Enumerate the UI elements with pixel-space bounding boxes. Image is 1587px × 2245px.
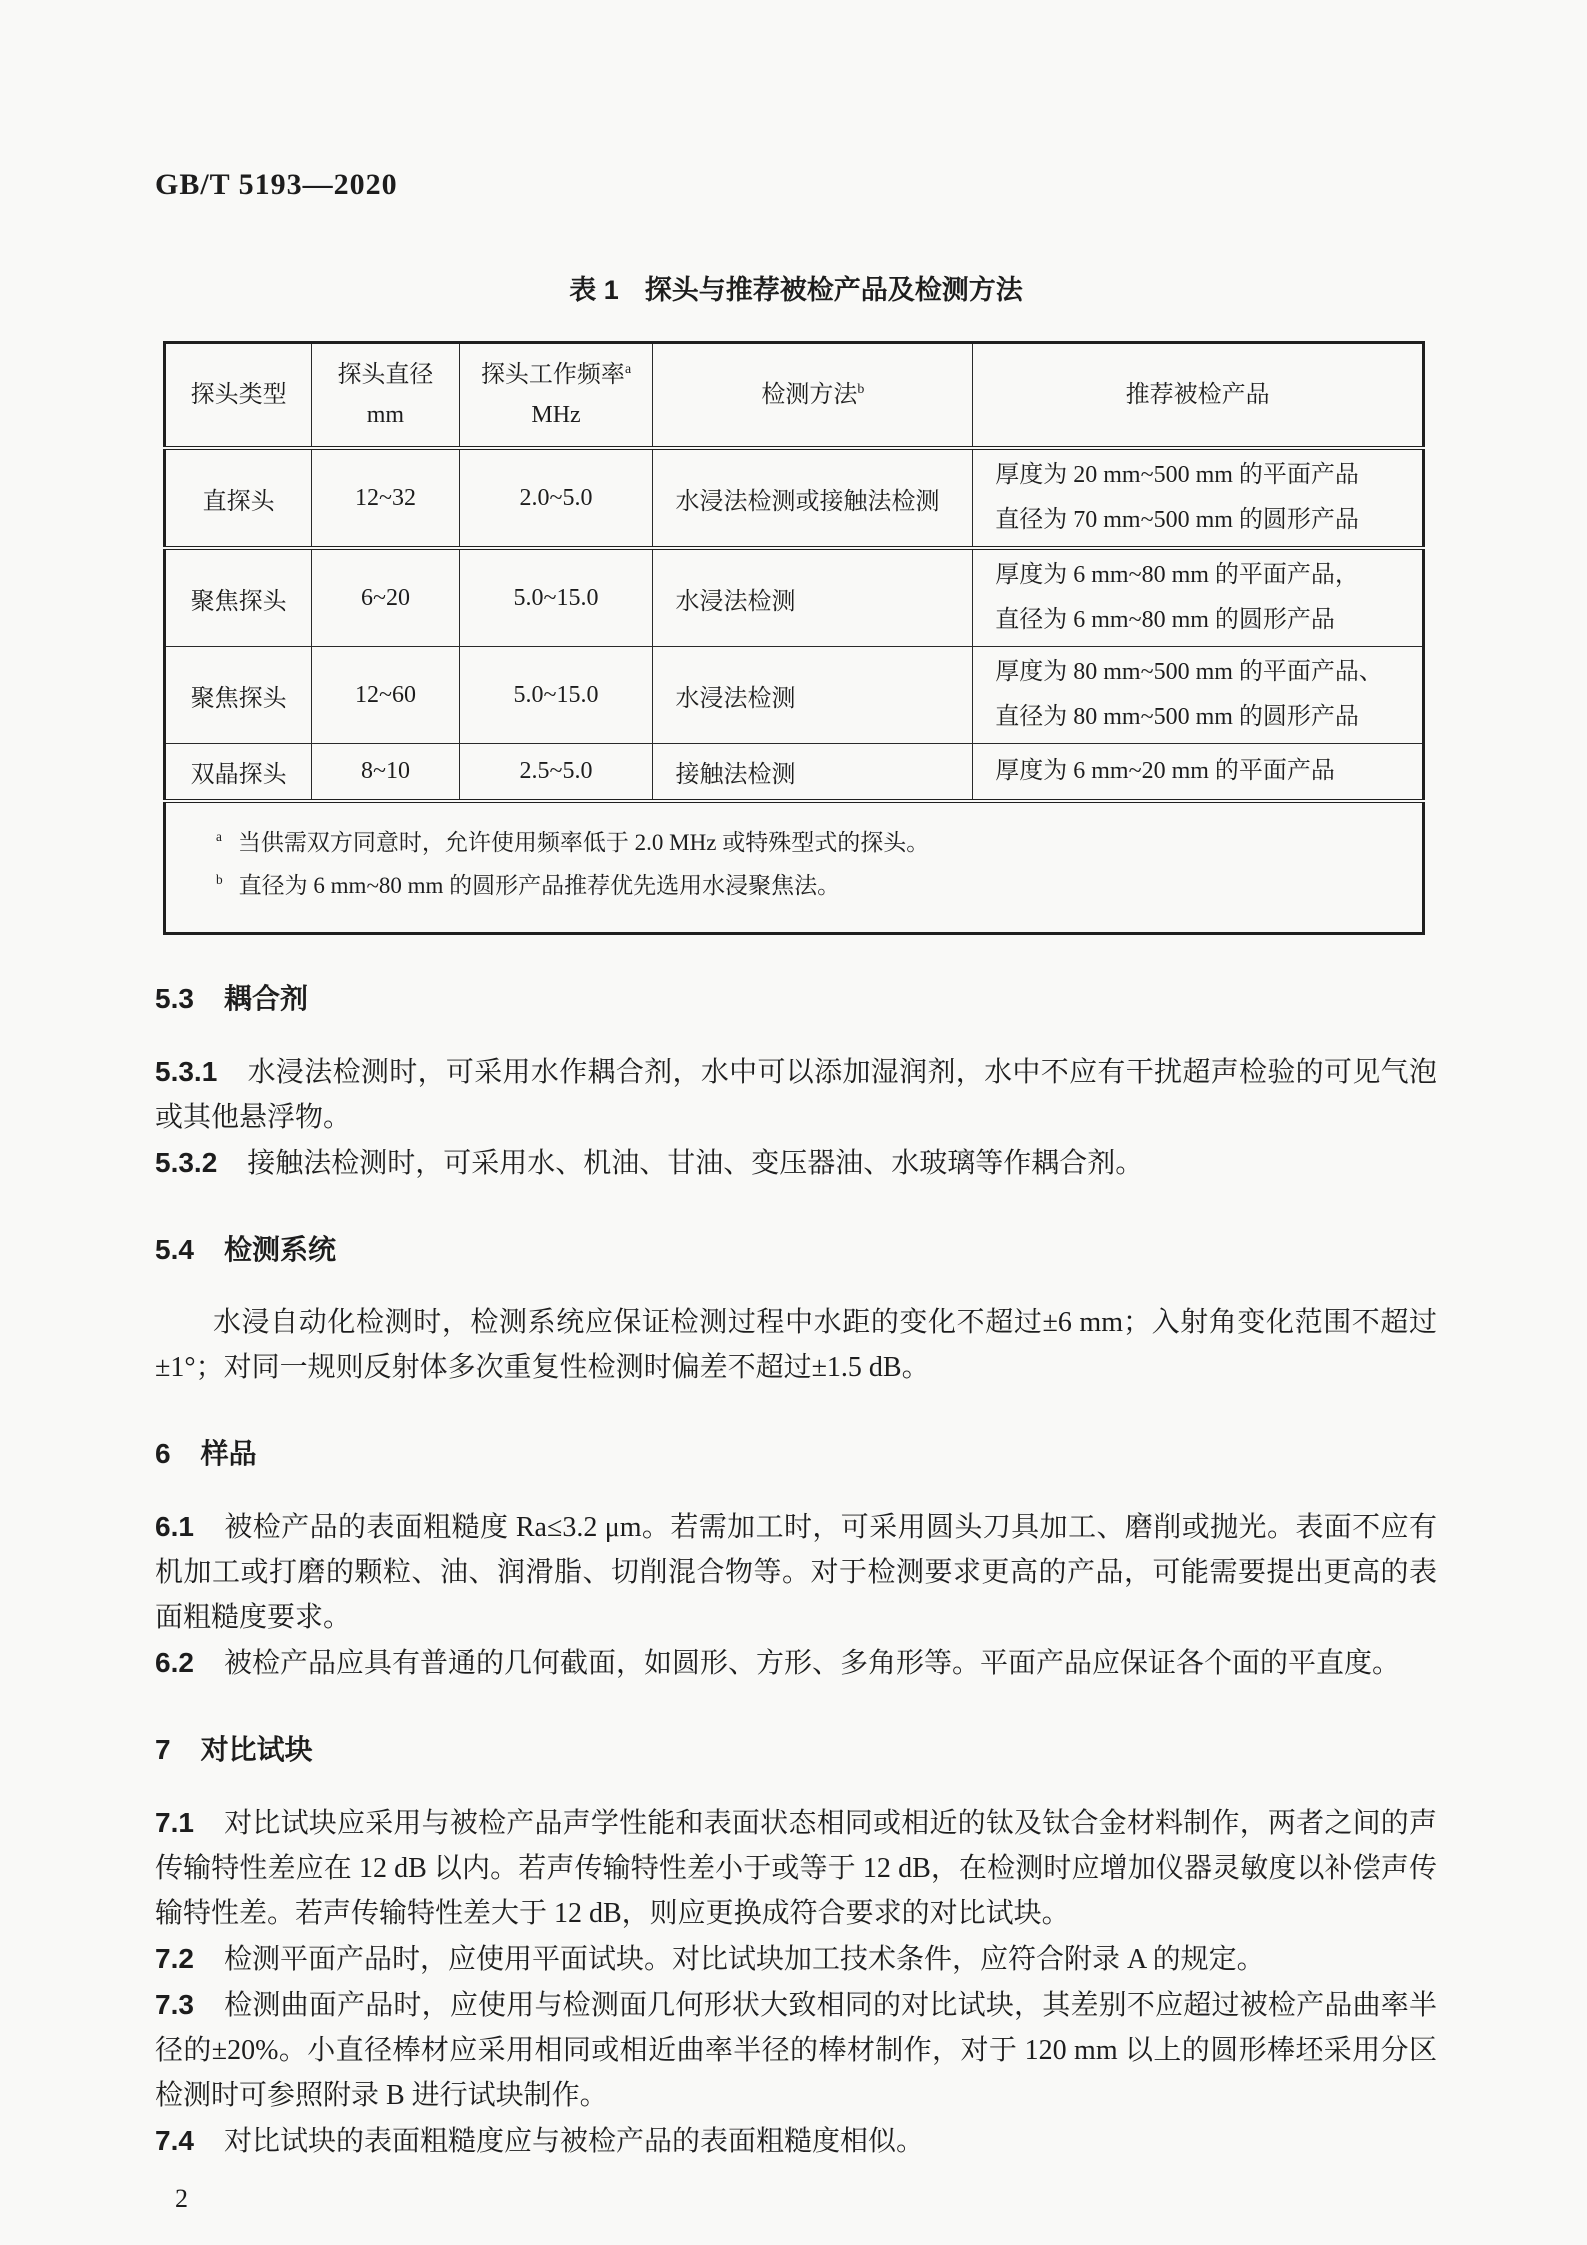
col-header-probe-type-label: 探头类型 xyxy=(190,382,287,408)
footnote-a xyxy=(204,826,1392,860)
section-heading-5-4 xyxy=(155,1230,1437,1270)
col-header-products-label: 推荐被检产品 xyxy=(1125,382,1270,408)
col-header-frequency-unit: MHz xyxy=(531,402,581,428)
section-number: 5.3 xyxy=(155,983,194,1014)
cell-method: 水浸法检测 xyxy=(653,548,973,647)
col-header-frequency-line1: 探头工作频率$^a$ xyxy=(480,362,632,388)
product-line: 厚度为 20 mm~500 mm 的平面产品 xyxy=(995,462,1359,488)
cell-method: 水浸法检测 xyxy=(653,647,973,744)
paragraph-7-3 xyxy=(155,1982,1437,2118)
paragraph-text: 检测平面产品时，应使用平面试块。对比试块加工技术条件，应符合附录 A 的规定。 xyxy=(223,1944,1265,1975)
paragraph-text: 水浸法检测时，可采用水作耦合剂，水中可以添加湿润剂，水中不应有干扰超声检验的可见气泡或其他悬浮物。 xyxy=(155,1057,1437,1133)
col-header-diameter-line1: 探头直径 xyxy=(337,362,434,388)
col-header-diameter-unit: mm xyxy=(366,402,405,428)
cell-diameter: 6~20 xyxy=(312,548,459,647)
paragraph-5-3-2 xyxy=(155,1140,1437,1186)
col-header-diameter xyxy=(312,343,459,449)
paragraph-7-2 xyxy=(155,1936,1437,1982)
footnote-marker-b: b xyxy=(857,382,865,397)
paragraph-text: 被检产品应具有普通的几何截面，如圆形、方形、多角形等。平面产品应保证各个面的平直度。 xyxy=(223,1648,1400,1679)
footnote-b-text: 直径为 6 mm~80 mm 的圆形产品推荐优先选用水浸聚焦法。 xyxy=(238,873,841,898)
section-number: 7 xyxy=(155,1734,171,1765)
table-header-row xyxy=(165,343,1424,449)
paragraph-text: 被检产品的表面粗糙度 Ra≤3.2 μm。若需加工时，可采用圆头刀具加工、磨削或抛光。表面不应有机加工或打磨的颗粒、油、润滑脂、切削混合物等。对于检测要求更高的产品，可能需要提出更高的表面粗糙度要求。 xyxy=(155,1512,1437,1633)
col-header-method xyxy=(653,343,973,449)
product-line: 厚度为 6 mm~20 mm 的平面产品 xyxy=(995,758,1335,784)
col-header-method-line1: 检测方法$^b$ xyxy=(761,382,865,408)
section-title: 耦合剂 xyxy=(223,983,308,1014)
section-heading-5-3 xyxy=(155,979,1437,1019)
cell-diameter: 12~60 xyxy=(312,647,459,744)
paragraph-text: 接触法检测时，可采用水、机油、甘油、变压器油、水玻璃等作耦合剂。 xyxy=(247,1148,1144,1179)
cell-products xyxy=(973,647,1424,744)
standard-number: GB/T 5193—2020 xyxy=(155,168,398,201)
paragraph-text: 检测曲面产品时，应使用与检测面几何形状大致相同的对比试块，其差别不应超过被检产品曲率半径的±20%。小直径棒材应采用相同或相近曲率半径的棒材制作，对于 120 mm 以上的圆形棒坯采用分区检测时可参照附录 B 进行试块制作。 xyxy=(155,1990,1437,2111)
footnote-b-marker: b xyxy=(216,872,223,888)
cell-products xyxy=(973,744,1424,802)
footnote-a-marker: a xyxy=(216,829,222,845)
cell-probe-type: 聚焦探头 xyxy=(165,647,312,744)
footnote-a-text: 当供需双方同意时，允许使用频率低于 2.0 MHz 或特殊型式的探头。 xyxy=(237,830,930,855)
cell-probe-type: 双晶探头 xyxy=(165,744,312,802)
paragraph-text: 对比试块应采用与被检产品声学性能和表面状态相同或相近的钛及钛合金材料制作，两者之间的声传输特性差应在 12 dB 以内。若声传输特性差小于或等于 12 dB，在检测时应增加仪器灵敏度以补偿声传输特性差。若声传输特性差大于 12 dB，则应更换成符合要求的对比试块。 xyxy=(155,1808,1437,1929)
paragraph-text: 水浸自动化检测时，检测系统应保证检测过程中水距的变化不超过±6 mm；入射角变化范围不超过±1°；对同一规则反射体多次重复性检测时偏差不超过±1.5 dB。 xyxy=(155,1307,1437,1383)
paragraph-number: 7.1 xyxy=(155,1807,194,1838)
table-title xyxy=(155,268,1437,307)
product-line: 直径为 6 mm~80 mm 的圆形产品 xyxy=(995,607,1335,633)
product-line: 直径为 80 mm~500 mm 的圆形产品 xyxy=(995,704,1359,730)
cell-method: 接触法检测 xyxy=(653,744,973,802)
col-header-frequency xyxy=(459,343,653,449)
product-line: 厚度为 6 mm~80 mm 的平面产品， xyxy=(995,562,1359,588)
paragraph-number: 7.3 xyxy=(155,1989,194,2020)
product-line: 直径为 70 mm~500 mm 的圆形产品 xyxy=(995,507,1359,533)
paragraph-number: 6.1 xyxy=(155,1511,194,1542)
probe-table xyxy=(163,341,1425,935)
table-footnotes xyxy=(165,801,1424,934)
paragraph-7-1 xyxy=(155,1800,1437,1936)
cell-probe-type: 聚焦探头 xyxy=(165,548,312,647)
section-title: 检测系统 xyxy=(223,1234,336,1265)
paragraph-5-3-1 xyxy=(155,1049,1437,1140)
table-row xyxy=(165,548,1424,647)
paragraph-number: 7.4 xyxy=(155,2125,194,2156)
page-number: 2 xyxy=(175,2184,188,2213)
paragraph-number: 7.2 xyxy=(155,1943,194,1974)
cell-diameter: 12~32 xyxy=(312,448,459,548)
table-row xyxy=(165,647,1424,744)
table-footnotes-row xyxy=(165,801,1424,934)
paragraph-number: 5.3.2 xyxy=(155,1147,218,1178)
col-header-products xyxy=(973,343,1424,449)
cell-products xyxy=(973,448,1424,548)
cell-diameter: 8~10 xyxy=(312,744,459,802)
table-row xyxy=(165,448,1424,548)
paragraph-number: 5.3.1 xyxy=(155,1056,218,1087)
section-heading-6 xyxy=(155,1434,1437,1474)
cell-method: 水浸法检测或接触法检测 xyxy=(653,448,973,548)
table-row xyxy=(165,744,1424,802)
section-title: 样品 xyxy=(200,1438,257,1469)
section-number: 6 xyxy=(155,1438,171,1469)
section-heading-7 xyxy=(155,1730,1437,1770)
cell-frequency: 2.0~5.0 xyxy=(459,448,653,548)
paragraph-number: 6.2 xyxy=(155,1647,194,1678)
col-header-probe-type xyxy=(165,343,312,449)
cell-frequency: 2.5~5.0 xyxy=(459,744,653,802)
footnote-marker-a: a xyxy=(624,362,632,377)
section-number: 5.4 xyxy=(155,1234,194,1265)
table-title-label: 表 1 xyxy=(569,275,619,305)
paragraph-5-4-body xyxy=(155,1300,1437,1390)
product-line: 厚度为 80 mm~500 mm 的平面产品、 xyxy=(995,659,1383,685)
paragraph-6-2 xyxy=(155,1640,1437,1686)
cell-probe-type: 直探头 xyxy=(165,448,312,548)
footnote-b xyxy=(204,869,1392,903)
cell-frequency: 5.0~15.0 xyxy=(459,548,653,647)
paragraph-7-4 xyxy=(155,2118,1437,2164)
paragraph-text: 对比试块的表面粗糙度应与被检产品的表面粗糙度相似。 xyxy=(223,2126,924,2157)
cell-frequency: 5.0~15.0 xyxy=(459,647,653,744)
cell-products xyxy=(973,548,1424,647)
table-title-text: 探头与推荐被检产品及检测方法 xyxy=(644,275,1023,305)
paragraph-6-1 xyxy=(155,1504,1437,1640)
section-title: 对比试块 xyxy=(200,1734,313,1765)
